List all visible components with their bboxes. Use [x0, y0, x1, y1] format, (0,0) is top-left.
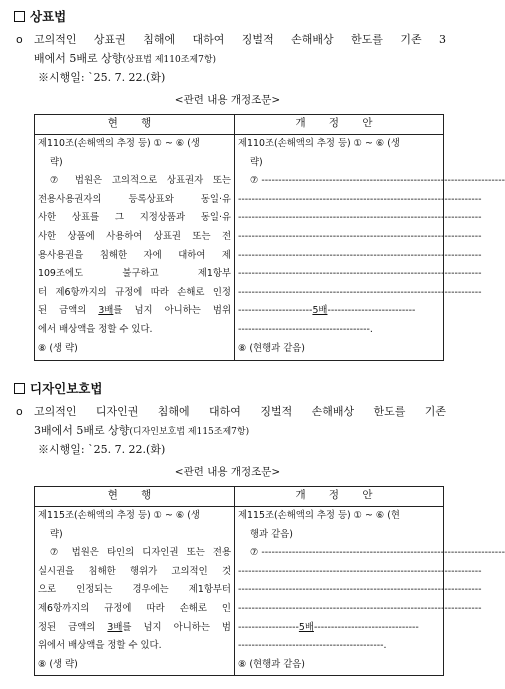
section-title-trademark-text: 상표법 — [30, 9, 67, 24]
article-heading: 제115조(손해액의 추정 등) ① ~ ⑥ (현 — [238, 510, 400, 521]
comparison-table-trademark — [34, 114, 505, 361]
article-heading: 제115조(손해액의 추정 등) ① ~ ⑥ (생 — [38, 510, 200, 521]
amount-5x-text: 5배 — [312, 305, 328, 317]
caption-trademark: <관련 내용 개정조문> — [174, 94, 281, 106]
summary-trademark-change: 배에서 5배로 상향 — [34, 52, 123, 65]
dash-line-end: -------------------------------------------. — [238, 640, 387, 652]
paragraph7-dash-line — [238, 544, 505, 563]
paragraph7-mark: ⑦ — [250, 175, 259, 187]
dash-line: ------------------------------------------------------------------------ — [238, 249, 482, 261]
checkbox-square-icon — [14, 383, 25, 394]
dash-line: ------------------------------------------------------------------------ — [238, 212, 482, 224]
summary-trademark-line1: 고의적인 상표권 침해에 대하여 징벌적 손해배상 한도를 기존 3 — [34, 33, 446, 46]
dash-line: ------------------------------------------------------------------------ — [238, 193, 482, 205]
column-header-current: 현 행 — [35, 487, 235, 507]
dash-fill: -------------------------- — [327, 305, 416, 317]
paragraph7-line-3x: 정된 금액의 3배를 넘지 아니하는 범 — [38, 621, 231, 633]
paragraph7-dash-line — [238, 172, 505, 191]
summary-design-ref: (디자인보호법 제115조제7항) — [129, 427, 250, 437]
comparison-table-design — [34, 486, 505, 676]
summary-design-change: 3배에서 5배로 상향 — [34, 424, 130, 437]
summary-design-line2 — [34, 424, 249, 437]
paragraph7-line: 전용사용권자의 등록상표와 동일·유 — [38, 193, 231, 205]
section-title-design-text: 디자인보호법 — [30, 381, 103, 396]
checkbox-square-icon — [14, 11, 25, 22]
dash-line-5x — [238, 302, 440, 321]
dash-fill: ---------------------- — [238, 305, 313, 317]
article-heading-cont: 략) — [50, 156, 63, 168]
dash-line: ------------------------------------------------------------------------ — [238, 565, 482, 577]
article-heading-cont: 략) — [250, 156, 263, 168]
article-heading: 제110조(손해액의 추정 등) ① ~ ⑥ (생 — [38, 138, 200, 149]
bullet-icon: o — [16, 33, 23, 46]
section-title-design — [14, 379, 102, 397]
paragraph7-line: 사한 상품에 사용하여 상표권 또는 전 — [38, 230, 231, 242]
paragraph8: ⑧ (생 략) — [38, 658, 78, 670]
column-header-revised: 개 정 안 — [235, 487, 444, 507]
current-text-cell — [35, 135, 235, 361]
paragraph8: ⑧ (생 략) — [38, 342, 78, 354]
dash-line: ------------------------------------------------------------------------ — [238, 584, 482, 596]
column-header-revised: 개 정 안 — [235, 115, 444, 135]
revised-text-cell — [235, 135, 505, 361]
article-heading-cont: 행과 같음) — [250, 528, 293, 540]
column-header-current: 현 행 — [35, 115, 235, 135]
paragraph7-line: 위에서 배상액을 정할 수 있다. — [38, 640, 162, 652]
article-heading-cont: 략) — [50, 528, 63, 540]
section-title-trademark — [14, 7, 66, 25]
dash-line-5x — [238, 619, 440, 638]
summary-trademark-ref: (상표법 제110조제7항) — [122, 55, 217, 65]
dash-line: ------------------------------------------------------------------------ — [238, 230, 482, 242]
amount-3x-text: 된 금액의 3배를 넘지 아니하는 범위 — [38, 305, 232, 317]
dash-line-end: ---------------------------------------. — [238, 323, 373, 335]
summary-design — [16, 402, 446, 442]
paragraph8: ⑧ (현행과 같음) — [238, 342, 305, 354]
bullet-icon: o — [16, 405, 23, 418]
paragraph7-line-3x — [38, 302, 231, 321]
paragraph7-line: 제6항까지의 규정에 따라 손해로 인 — [38, 602, 231, 614]
dash-line: ------------------------------------------------------------------------ — [238, 286, 482, 298]
paragraph7-line: ⑦ 법원은 타인의 디자인권 또는 전용 — [50, 547, 231, 559]
dash-fill: ------------------------------------------------------------------------ — [261, 547, 505, 559]
paragraph7-line: 에서 배상액을 정할 수 있다. — [38, 323, 153, 335]
paragraph7-line: 터 제6항까지의 규정에 따라 손해로 인정 — [38, 286, 231, 298]
dash-fill: ------------------------------- — [313, 621, 419, 633]
paragraph7-line: 으로 인정되는 경우에는 제1항부터 — [38, 584, 231, 596]
paragraph7-mark: ⑦ — [250, 547, 259, 559]
dash-fill: ------------------ — [238, 621, 299, 633]
article-heading: 제110조(손해액의 추정 등) ① ~ ⑥ (생 — [238, 138, 400, 149]
dash-line: ------------------------------------------------------------------------ — [238, 268, 482, 280]
current-text-cell — [35, 507, 235, 676]
summary-trademark-line2 — [34, 52, 216, 65]
revised-text-cell — [235, 507, 505, 676]
effective-date-trademark: ※시행일: `25. 7. 22.(화) — [38, 71, 166, 84]
dash-line: ------------------------------------------------------------------------ — [238, 602, 482, 614]
paragraph7-line: 109조에도 불구하고 제1항부 — [38, 268, 231, 280]
effective-date-design: ※시행일: `25. 7. 22.(화) — [38, 443, 166, 456]
paragraph8: ⑧ (현행과 같음) — [238, 658, 305, 670]
paragraph7-line: 사한 상표를 그 지정상품과 동일·유 — [38, 212, 231, 224]
paragraph7-line: 용사용권을 침해한 자에 대하여 제 — [38, 249, 231, 261]
amount-5x-text: 5배 — [298, 621, 314, 633]
dash-fill: ------------------------------------------------------------------------ — [261, 175, 505, 187]
paragraph7-line: 실시권을 침해한 행위가 고의적인 것 — [38, 565, 231, 577]
summary-design-line1: 고의적인 디자인권 침해에 대하여 징벌적 손해배상 한도를 기존 — [34, 405, 446, 418]
summary-trademark — [16, 30, 446, 70]
paragraph7-line: ⑦ 법원은 고의적으로 상표권자 또는 — [50, 175, 231, 187]
caption-design: <관련 내용 개정조문> — [174, 466, 281, 478]
